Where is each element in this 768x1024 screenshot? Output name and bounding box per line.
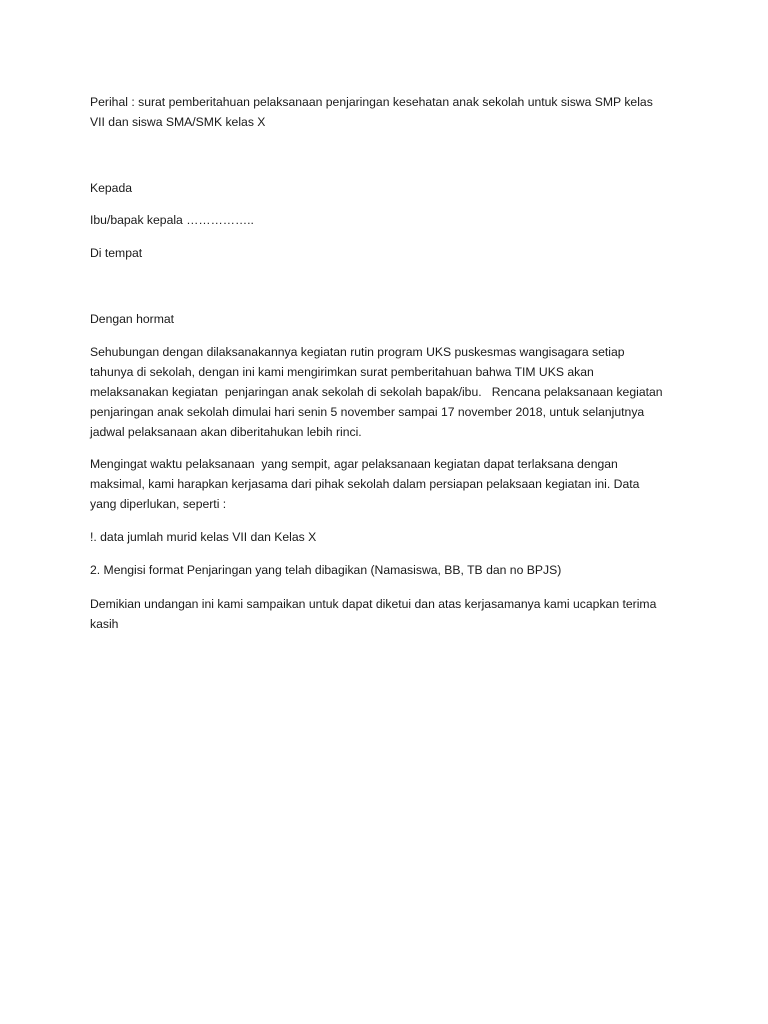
subject-line-1: Perihal : surat pemberitahuan pelaksanaan penjaringan kesehatan anak sekolah untuk siswa SMP kelas bbox=[90, 95, 653, 109]
subject-line-2: VII dan siswa SMA/SMK kelas X bbox=[90, 115, 266, 129]
list-item-2: 2. Mengisi format Penjaringan yang telah dibagikan (Namasiswa, BB, TB dan no BPJS) bbox=[90, 563, 562, 577]
greeting: Dengan hormat bbox=[90, 312, 175, 326]
recipient-kepada: Kepada bbox=[90, 181, 133, 195]
paragraph2-line-1: Mengingat waktu pelaksanaan yang sempit, agar pelaksanaan kegiatan dapat terlaksana dengan bbox=[90, 457, 618, 471]
paragraph1-line-4: penjaringan anak sekolah dimulai hari senin 5 november sampai 17 november 2018, untuk selanjutnya bbox=[90, 405, 645, 419]
paragraph2-line-3: yang diperlukan, seperti : bbox=[90, 497, 227, 511]
closing-line-1: Demikian undangan ini kami sampaikan untuk dapat diketui dan atas kerjasamanya kami ucapkan terima bbox=[90, 597, 657, 611]
list-item-1: !. data jumlah murid kelas VII dan Kelas X bbox=[90, 530, 317, 544]
paragraph1-line-1: Sehubungan dengan dilaksanakannya kegiatan rutin program UKS puskesmas wangisagara setiap bbox=[90, 345, 625, 359]
closing-line-2: kasih bbox=[90, 617, 119, 631]
recipient-place: Di tempat bbox=[90, 246, 143, 260]
paragraph1-line-3: melaksanakan kegiatan penjaringan anak sekolah di sekolah bapak/ibu. Rencana pelaksanaan kegiatan bbox=[90, 385, 663, 399]
paragraph1-line-5: jadwal pelaksanaan akan diberitahukan lebih rinci. bbox=[90, 425, 362, 439]
paragraph1-line-2: tahunya di sekolah, dengan ini kami mengirimkan surat pemberitahuan bahwa TIM UKS akan bbox=[90, 365, 594, 379]
paragraph2-line-2: maksimal, kami harapkan kerjasama dari pihak sekolah dalam persiapan pelaksaan kegiatan ini. Data bbox=[90, 477, 640, 491]
recipient-to: Ibu/bapak kepala …………….. bbox=[90, 213, 254, 227]
